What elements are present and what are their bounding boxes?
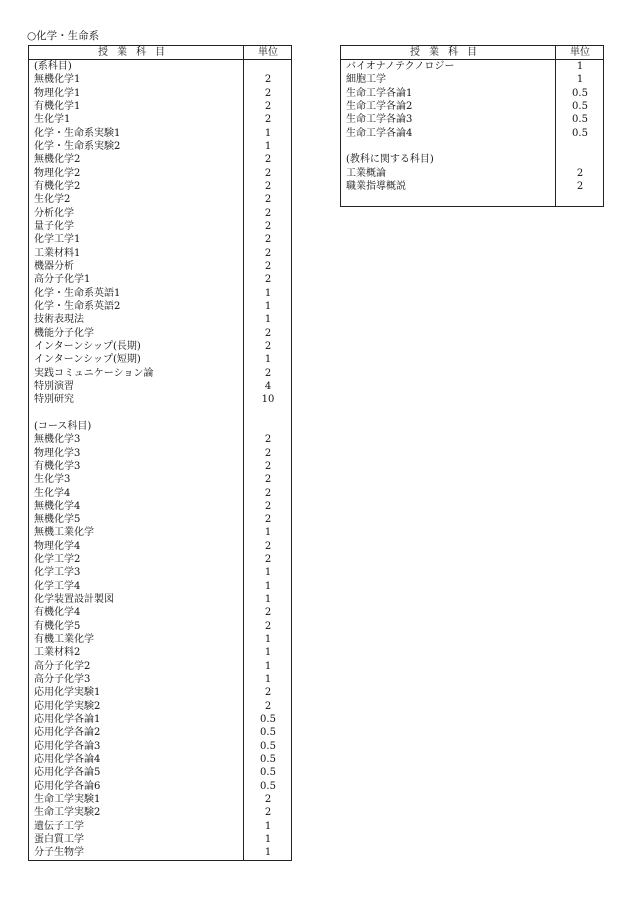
subject-name: 生化学2 [34, 194, 71, 206]
subject-name: 応用化学実験1 [34, 687, 101, 699]
unit-value: 0.5 [572, 114, 588, 126]
unit-value: 2 [264, 180, 272, 192]
course-table-right [340, 45, 604, 207]
unit-value: 2 [264, 434, 272, 446]
unit-value: 1 [264, 580, 272, 592]
unit-value: 2 [264, 260, 272, 272]
subject-name: 実践コミュニケーション論 [34, 367, 154, 379]
table-row [341, 140, 603, 153]
table-row [341, 73, 603, 86]
unit-value: 2 [264, 87, 272, 99]
table-row [29, 87, 291, 100]
subject-name: 生化学3 [34, 474, 71, 486]
unit-value: 1 [264, 820, 272, 832]
subject-name: 生命工学各論2 [346, 100, 413, 112]
header-unit: 単位 [258, 47, 278, 58]
subject-name: (系科目) [34, 61, 72, 72]
table-header [341, 46, 603, 60]
subject-name: インターンシップ(短期) [34, 354, 141, 366]
subject-name: (教科に関する科目) [346, 154, 434, 166]
unit-value: 0.5 [572, 87, 588, 99]
header-subject: 授業科目 [98, 47, 174, 58]
table-row [29, 753, 291, 766]
table-row [29, 806, 291, 819]
table-row [341, 153, 603, 166]
unit-value: 0.5 [260, 727, 276, 739]
subject-name: 生化学1 [34, 114, 71, 126]
table-row [29, 500, 291, 513]
subject-name: 無機化学3 [34, 434, 81, 446]
subject-name: 無機化学2 [34, 154, 81, 166]
subject-name: 化学工学1 [34, 234, 81, 246]
subject-name: 応用化学各論3 [34, 740, 101, 752]
unit-value: 0.5 [260, 740, 276, 752]
table-row [29, 766, 291, 779]
unit-value: 2 [264, 367, 272, 379]
subject-name: 生命工学実験1 [34, 794, 101, 806]
unit-value: 0.5 [260, 780, 276, 792]
unit-value: 2 [264, 74, 272, 86]
subject-name: 分子生物学 [34, 847, 84, 859]
unit-value: 2 [264, 154, 272, 166]
subject-name: バイオナノテクノロジー [346, 61, 455, 72]
unit-value: 1 [264, 634, 272, 646]
table-row [29, 540, 291, 553]
subject-name: 生命工学各論3 [346, 114, 413, 126]
subject-name: 応用化学各論5 [34, 767, 101, 779]
table-row [341, 127, 603, 140]
header-unit: 単位 [570, 47, 590, 58]
table-row [29, 340, 291, 353]
table-row [29, 580, 291, 593]
table-row [29, 700, 291, 713]
table-row [29, 646, 291, 659]
subject-name: 化学工学2 [34, 554, 81, 566]
table-row [29, 473, 291, 486]
subject-name: 機能分子化学 [34, 327, 94, 339]
subject-name: 応用化学各論1 [34, 714, 101, 726]
unit-value: 2 [264, 100, 272, 112]
subject-name: 無機工業化学 [34, 527, 94, 539]
unit-value: 1 [264, 594, 272, 606]
subject-name: 物理化学3 [34, 447, 81, 459]
subject-name: 物理化学1 [34, 87, 81, 99]
subject-name: 有機化学2 [34, 180, 81, 192]
table-row [29, 100, 291, 113]
subject-name: 化学・生命系実験1 [34, 127, 121, 139]
table-row [29, 140, 291, 153]
table-row [29, 780, 291, 793]
table-row [29, 460, 291, 473]
subject-name: 生命工学各論1 [346, 87, 413, 99]
table-row [29, 73, 291, 86]
subject-name: (コース科目) [34, 420, 92, 432]
table-row [29, 793, 291, 806]
subject-name: 有機化学1 [34, 100, 81, 112]
unit-value: 2 [264, 327, 272, 339]
subject-name: 高分子化学2 [34, 660, 91, 672]
table-row [29, 686, 291, 699]
subject-name: 無機化学5 [34, 514, 81, 526]
table-row [29, 233, 291, 246]
subject-name: 特別研究 [34, 394, 74, 406]
unit-value: 1 [264, 354, 272, 366]
unit-value: 2 [264, 620, 272, 632]
unit-value: 2 [576, 167, 584, 179]
table-row [29, 167, 291, 180]
unit-value: 2 [264, 794, 272, 806]
table-row [29, 260, 291, 273]
table-row [341, 180, 603, 193]
subject-name: 有機化学5 [34, 620, 81, 632]
table-row [29, 153, 291, 166]
subject-name: 無機化学4 [34, 500, 81, 512]
unit-value: 2 [264, 207, 272, 219]
header-subject: 授業科目 [410, 47, 486, 58]
unit-value: 1 [264, 674, 272, 686]
subject-name: 有機化学4 [34, 607, 81, 619]
subject-name: 遺伝子工学 [34, 820, 84, 832]
subject-name: 機器分析 [34, 260, 74, 272]
table-row [29, 380, 291, 393]
subject-name: 化学工学3 [34, 567, 81, 579]
subject-name: 有機化学3 [34, 460, 81, 472]
subject-name: 物理化学4 [34, 540, 81, 552]
subject-name: 工業概論 [346, 167, 386, 179]
subject-name: 高分子化学1 [34, 274, 91, 286]
table-row [29, 593, 291, 606]
table-row [29, 620, 291, 633]
table-row [29, 313, 291, 326]
table-row [29, 447, 291, 460]
table-row [29, 566, 291, 579]
unit-value: 2 [264, 194, 272, 206]
unit-value: 2 [264, 540, 272, 552]
unit-value: 1 [264, 647, 272, 659]
unit-value: 2 [264, 687, 272, 699]
table-row [29, 127, 291, 140]
unit-value: 1 [576, 61, 584, 72]
unit-value: 2 [264, 234, 272, 246]
subject-name: 職業指導概説 [346, 180, 406, 192]
table-row [29, 726, 291, 739]
table-row [29, 433, 291, 446]
table-row [29, 393, 291, 406]
unit-value: 1 [264, 140, 272, 152]
unit-value: 0.5 [260, 754, 276, 766]
unit-value: 1 [264, 834, 272, 846]
unit-value: 2 [264, 447, 272, 459]
subject-name: 化学・生命系英語2 [34, 300, 121, 312]
subject-name: 工業材料1 [34, 247, 81, 259]
table-row [29, 287, 291, 300]
table-row [29, 526, 291, 539]
subject-name: 生化学4 [34, 487, 71, 499]
table-row [29, 553, 291, 566]
unit-value: 1 [264, 314, 272, 326]
unit-value: 2 [264, 487, 272, 499]
subject-name: インターンシップ(長期) [34, 340, 141, 352]
unit-value: 1 [264, 127, 272, 139]
unit-value: 2 [264, 807, 272, 819]
subject-name: 技術表現法 [34, 314, 84, 326]
table-row [29, 247, 291, 260]
table-row [29, 820, 291, 833]
table-row [29, 327, 291, 340]
table-row [29, 407, 291, 420]
table-row [29, 207, 291, 220]
table-row [29, 273, 291, 286]
unit-value: 2 [264, 167, 272, 179]
table-row [29, 367, 291, 380]
unit-value: 1 [264, 660, 272, 672]
table-row [29, 606, 291, 619]
unit-value: 1 [264, 527, 272, 539]
subject-name: 生命工学各論4 [346, 127, 413, 139]
table-row [341, 60, 603, 73]
unit-value: 2 [264, 274, 272, 286]
table-row [29, 353, 291, 366]
unit-value: 2 [264, 247, 272, 259]
unit-value: 1 [264, 287, 272, 299]
table-row [341, 100, 603, 113]
unit-value: 2 [264, 340, 272, 352]
table-row [29, 220, 291, 233]
unit-value: 4 [264, 380, 272, 392]
table-row [29, 513, 291, 526]
unit-value: 1 [264, 300, 272, 312]
subject-name: 応用化学各論4 [34, 754, 101, 766]
unit-value: 10 [261, 394, 275, 406]
table-row [29, 60, 291, 73]
unit-value: 1 [264, 567, 272, 579]
table-row [29, 633, 291, 646]
subject-name: 工業材料2 [34, 647, 81, 659]
unit-value: 2 [264, 700, 272, 712]
table-row [341, 113, 603, 126]
unit-value: 2 [576, 180, 584, 192]
subject-name: 応用化学実験2 [34, 700, 101, 712]
subject-name: 応用化学各論6 [34, 780, 101, 792]
unit-value: 0.5 [260, 767, 276, 779]
subject-name: 応用化学各論2 [34, 727, 101, 739]
table-row [341, 87, 603, 100]
unit-value: 1 [576, 74, 584, 86]
unit-value: 2 [264, 554, 272, 566]
subject-name: 物理化学2 [34, 167, 81, 179]
course-table-left [28, 45, 292, 861]
subject-name: 蛋白質工学 [34, 834, 84, 846]
table-row [29, 833, 291, 846]
table-header [29, 46, 291, 60]
unit-value: 0.5 [572, 100, 588, 112]
table-row [29, 420, 291, 433]
subject-name: 量子化学 [34, 220, 74, 232]
table-row [341, 167, 603, 180]
unit-value: 2 [264, 500, 272, 512]
table-row [29, 300, 291, 313]
table-row [29, 660, 291, 673]
unit-value: 2 [264, 514, 272, 526]
unit-value: 2 [264, 474, 272, 486]
subject-name: 無機化学1 [34, 74, 81, 86]
subject-name: 高分子化学3 [34, 674, 91, 686]
table-row [29, 180, 291, 193]
subject-name: 生命工学実験2 [34, 807, 101, 819]
subject-name: 化学・生命系英語1 [34, 287, 121, 299]
unit-value: 0.5 [572, 127, 588, 139]
table-row [29, 740, 291, 753]
subject-name: 細胞工学 [346, 74, 386, 86]
subject-name: 特別演習 [34, 380, 74, 392]
subject-name: 分析化学 [34, 207, 74, 219]
table-row [29, 113, 291, 126]
table-row [29, 713, 291, 726]
table-row [29, 487, 291, 500]
unit-value: 2 [264, 607, 272, 619]
subject-name: 化学工学4 [34, 580, 81, 592]
unit-value: 2 [264, 114, 272, 126]
subject-name: 化学・生命系実験2 [34, 140, 121, 152]
table-row [29, 673, 291, 686]
section-title: ○化学・生命系 [27, 30, 100, 42]
table-body [341, 60, 603, 193]
unit-value: 2 [264, 460, 272, 472]
unit-value: 1 [264, 847, 272, 859]
table-row [29, 846, 291, 859]
table-body [29, 60, 291, 860]
unit-value: 0.5 [260, 714, 276, 726]
subject-name: 化学装置設計製図 [34, 594, 114, 606]
subject-name: 有機工業化学 [34, 634, 94, 646]
unit-value: 2 [264, 220, 272, 232]
table-row [29, 193, 291, 206]
